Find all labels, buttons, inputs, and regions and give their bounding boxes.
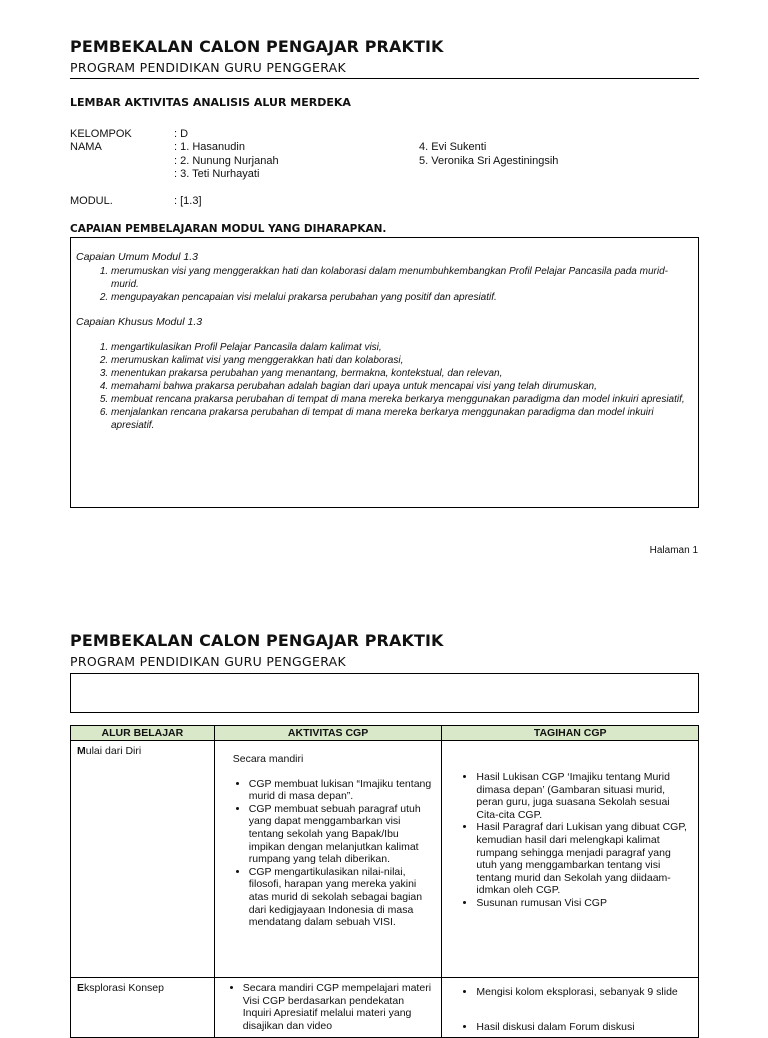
list-item: 3. menentukan prakarsa perubahan yang menantang, bermakna, kontekstual, dan relevan, — [111, 367, 688, 380]
stage-initial: E — [77, 982, 85, 994]
tagihan-cell — [442, 741, 699, 978]
document-page-2 — [0, 590, 768, 1033]
empty-box — [70, 673, 699, 713]
nama-member-2: : 2. Nunung Nurjanah — [174, 155, 279, 167]
column-header-aktivitas: AKTIVITAS CGP — [214, 726, 442, 741]
column-header-alur: ALUR BELAJAR — [71, 726, 215, 741]
header-subtitle: PROGRAM PENDIDIKAN GURU PENGGERAK — [70, 60, 347, 75]
header-rule — [70, 78, 699, 79]
nama-label: NAMA — [70, 141, 102, 153]
list-item: • CGP membuat sebuah paragraf utuh yang dapat menggambarkan visi tentang sekolah yang Bapak/Ibu impikan dengan melanjutkan kalimat rumpang yang telah diberikan. — [249, 803, 436, 866]
tagihan-list — [448, 771, 692, 910]
alur-belajar-table — [70, 725, 699, 1038]
nama-member-3: : 3. Teti Nurhayati — [174, 168, 260, 180]
modul-label: MODUL. — [70, 195, 113, 207]
aktivitas-intro: Secara mandiri — [232, 753, 304, 765]
stage-initial: M — [77, 745, 86, 757]
list-item: • CGP mengartikulasikan nilai-nilai, filosofi, harapan yang mereka yakini atas murid di sekolah sebagai bagian dari kedigjayaan Indonesia di masa mendatang dalam sebuah VISI. — [249, 866, 436, 929]
aktivitas-cell — [214, 978, 442, 1038]
list-item: • CGP membuat lukisan “Imajiku tentang murid di masa depan”. — [249, 778, 436, 803]
tagihan-cell — [442, 978, 699, 1038]
list-item: • Hasil Paragraf dari Lukisan yang dibuat CGP, kemudian hasil dari melengkapi kalimat rumpang sehingga menjadi paragraf yang utuh yang menggambarkan tentang visi tentang murid dan Sekolah yang diidaam-idmkan oleh CGP. — [476, 821, 692, 897]
page-number: Halaman 1 — [649, 545, 698, 556]
list-item: 1. merumuskan visi yang menggerakkan hati dan kolaborasi dalam menumbuhkembangkan Profil Pelajar Pancasila pada murid-murid. — [111, 265, 688, 291]
modul-value: : [1.3] — [174, 195, 202, 207]
stage-rest: ulai dari Diri — [85, 745, 142, 757]
list-item: 5. membuat rencana prakarsa perubahan di tempat di mana mereka berkarya menggunakan paradigma dan model inkuiri apresiatif, — [111, 393, 688, 406]
list-item: • Secara mandiri CGP mempelajari materi Visi CGP berdasarkan pendekatan Inquiri Apresiatif melalui materi yang disajikan dan video — [243, 982, 436, 1032]
kelompok-label: KELOMPOK — [70, 128, 132, 140]
list-item: 2. merumuskan kalimat visi yang menggerakkan hati dan kolaborasi, — [111, 354, 688, 367]
list-item: 4. memahami bahwa prakarsa perubahan adalah bagian dari upaya untuk mencapai visi yang telah dirumuskan, — [111, 380, 688, 393]
capaian-khusus-title: Capaian Khusus Modul 1.3 — [76, 316, 203, 328]
sheet-title: LEMBAR AKTIVITAS ANALISIS ALUR MERDEKA — [70, 96, 351, 109]
section-title: CAPAIAN PEMBELAJARAN MODUL YANG DIHARAPKAN. — [70, 223, 387, 235]
nama-member-1: : 1. Hasanudin — [174, 141, 245, 153]
aktivitas-cell — [214, 741, 442, 978]
capaian-box — [70, 237, 699, 508]
capaian-umum-list — [76, 265, 688, 304]
nama-member-4: 4. Evi Sukenti — [419, 141, 487, 153]
list-item: • Mengisi kolom eksplorasi, sebanyak 9 slide — [476, 986, 692, 999]
tagihan-list — [448, 986, 692, 1033]
aktivitas-list — [221, 982, 436, 1032]
kelompok-value: : D — [174, 128, 189, 140]
stage-rest: ksplorasi Konsep — [84, 982, 164, 994]
stage-eksplorasi-konsep — [71, 978, 215, 1038]
table-row — [71, 978, 699, 1038]
table-row — [71, 741, 699, 978]
header-subtitle: PROGRAM PENDIDIKAN GURU PENGGERAK — [70, 654, 347, 669]
table-header-row — [71, 726, 699, 741]
header-title: PEMBEKALAN CALON PENGAJAR PRAKTIK — [70, 37, 444, 56]
capaian-umum-title: Capaian Umum Modul 1.3 — [76, 251, 198, 263]
aktivitas-list — [221, 778, 436, 929]
column-header-tagihan: TAGIHAN CGP — [442, 726, 699, 741]
list-item: 1. mengartikulasikan Profil Pelajar Pancasila dalam kalimat visi, — [111, 341, 688, 354]
list-item: 6. menjalankan rencana prakarsa perubahan di tempat di mana mereka berkarya menggunakan paradigma dan model inkuiri apresiatif. — [111, 406, 688, 432]
nama-member-5: 5. Veronika Sri Agestiningsih — [419, 155, 559, 167]
list-item: • Hasil Lukisan CGP ‘Imajiku tentang Murid dimasa depan’ (Gambaran situasi murid, peran guru, juga suasana Sekolah sesuai Cita-cita CGP. — [476, 771, 692, 821]
list-item: • Hasil diskusi dalam Forum diskusi — [476, 1021, 692, 1034]
header-title: PEMBEKALAN CALON PENGAJAR PRAKTIK — [70, 631, 444, 650]
stage-mulai-dari-diri — [71, 741, 215, 978]
capaian-khusus-list — [76, 341, 688, 432]
list-item: 2. mengupayakan pencapaian visi melalui prakarsa perubahan yang positif dan apresiatif. — [111, 291, 688, 304]
list-item: • Susunan rumusan Visi CGP — [476, 897, 692, 910]
